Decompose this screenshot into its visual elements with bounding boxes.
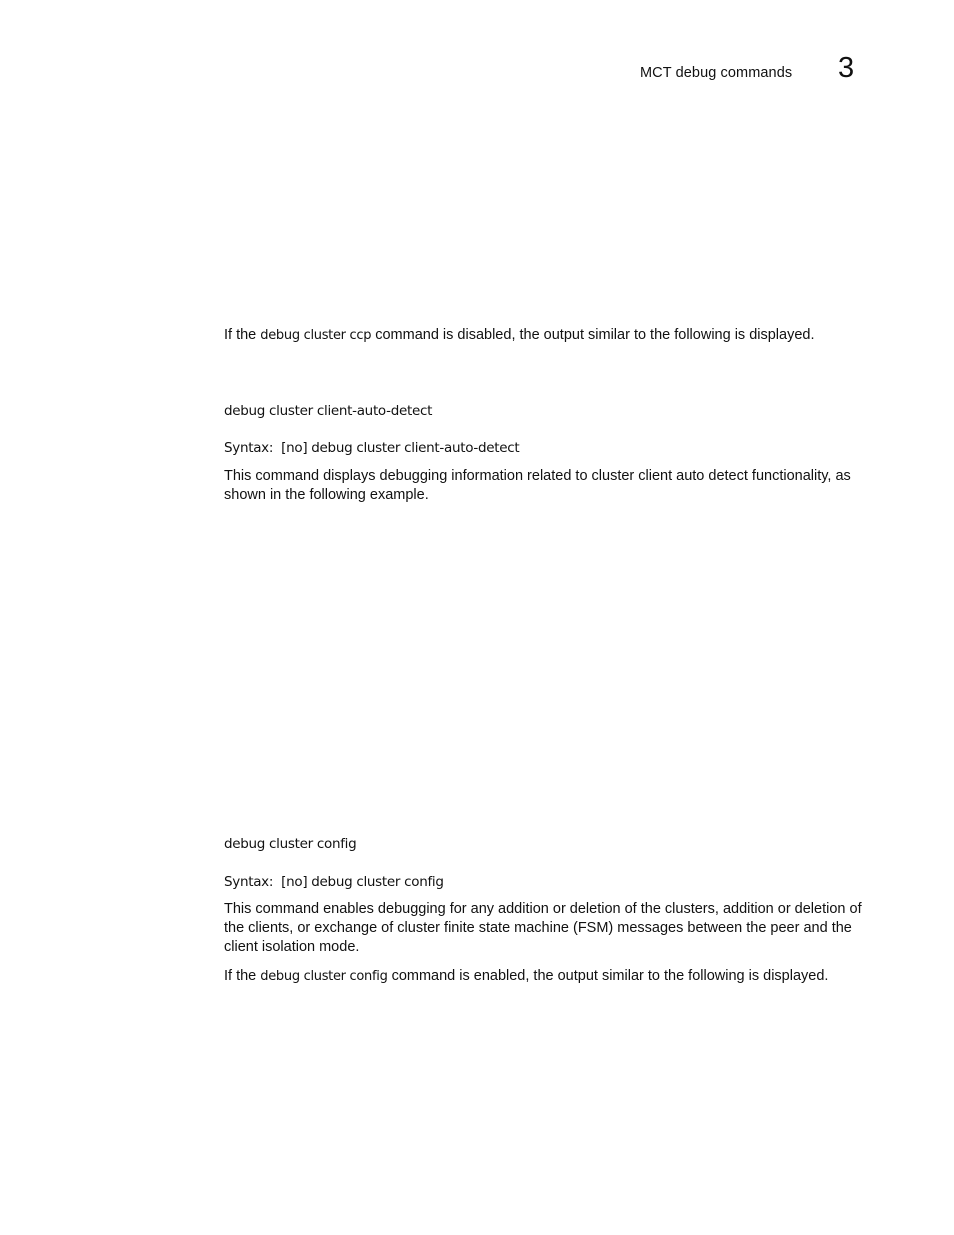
config-enabled-command: debug cluster config xyxy=(260,969,388,984)
ccp-command: debug cluster ccp xyxy=(260,328,372,343)
syntax-option-no: no xyxy=(286,874,303,890)
syntax-command: debug cluster config xyxy=(311,874,444,890)
config-enabled-prefix-text: If the xyxy=(224,968,261,984)
syntax-open-bracket: [ xyxy=(281,874,287,890)
client-auto-detect-syntax xyxy=(224,440,519,456)
chapter-number: 3 xyxy=(838,52,855,84)
running-header-title: MCT debug commands xyxy=(640,65,793,81)
ccp-suffix-text: command is disabled, the output similar to the following is displayed. xyxy=(371,327,815,343)
config-syntax xyxy=(224,874,444,890)
ccp-disabled-paragraph xyxy=(224,326,874,345)
syntax-command: debug cluster client-auto-detect xyxy=(311,440,520,456)
syntax-open-bracket: [ xyxy=(281,440,287,456)
syntax-option-no: no xyxy=(286,440,303,456)
syntax-label: Syntax: xyxy=(224,874,274,890)
syntax-close-bracket: ] xyxy=(302,440,308,456)
ccp-prefix-text: If the xyxy=(224,327,261,343)
config-enabled-paragraph xyxy=(224,967,874,986)
syntax-close-bracket: ] xyxy=(302,874,308,890)
config-heading: debug cluster config xyxy=(224,836,357,852)
client-auto-detect-heading: debug cluster client-auto-detect xyxy=(224,403,433,419)
config-description: This command enables debugging for any addition or deletion of the clusters, addition or deletion of the clients, or exchange of cluster finite state machine (FSM) messages between the peer and the client isolation mode. xyxy=(224,901,862,955)
syntax-label: Syntax: xyxy=(224,440,274,456)
config-enabled-suffix-text: command is enabled, the output similar to the following is displayed. xyxy=(387,968,829,984)
client-auto-detect-description: This command displays debugging information related to cluster client auto detect functionality, as shown in the following example. xyxy=(224,468,851,503)
